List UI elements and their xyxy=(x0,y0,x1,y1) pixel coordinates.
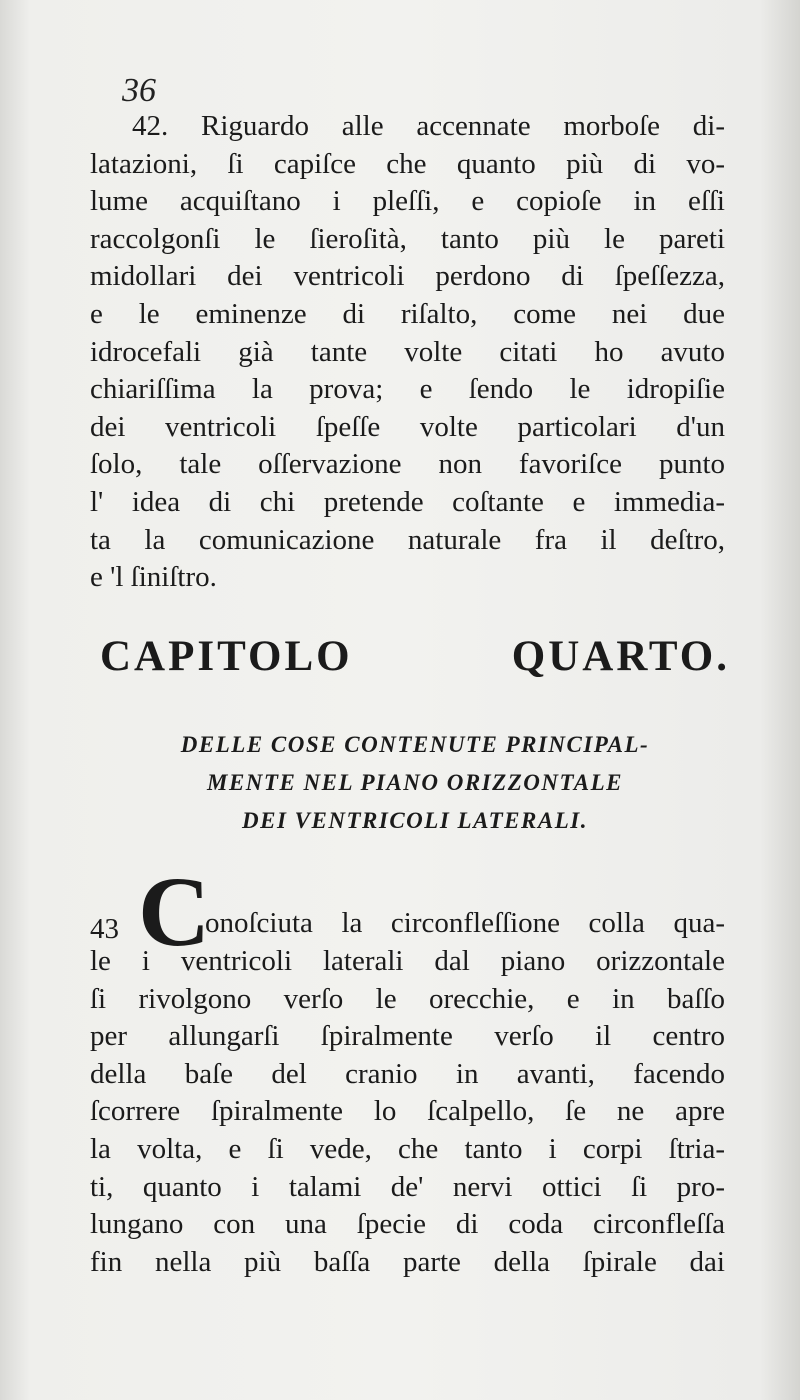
paragraph-43 xyxy=(90,943,725,1281)
text-line: e le eminenze di riſalto, come nei due xyxy=(90,297,725,330)
text-line: l' idea di chi pretende coſtante e immedia- xyxy=(90,485,725,518)
chapter-subtitle-line: DELLE COSE CONTENUTE PRINCIPAL- xyxy=(180,732,650,757)
text-line: ſcorrere ſpiralmente lo ſcalpello, ſe ne apre xyxy=(90,1095,725,1128)
text-line: ſi rivolgono verſo le orecchie, e in baſſo xyxy=(90,982,725,1015)
text-line: raccolgonſi le ſieroſità, tanto più le pareti xyxy=(90,222,725,255)
text-line: latazioni, ſi capiſce che quanto più di vo- xyxy=(90,147,725,180)
text-line: ti, quanto i talami de' nervi ottici ſi pro- xyxy=(90,1170,725,1203)
text-line: dei ventricoli ſpeſſe volte particolari d'un xyxy=(90,410,725,443)
chapter-subtitle-line: DEI VENTRICOLI LATERALI. xyxy=(242,808,588,833)
paragraph-42 xyxy=(90,108,725,597)
text-line: lungano con una ſpecie di coda circonfleſſa xyxy=(90,1208,725,1241)
text-line: midollari dei ventricoli perdono di ſpeſſezza, xyxy=(90,260,725,293)
text-line: le i ventricoli laterali dal piano orizzontale xyxy=(90,945,725,977)
text-line: ſolo, tale oſſervazione non favoriſce punto xyxy=(90,448,725,481)
section-number: 43 xyxy=(90,913,119,945)
page-number: 36 xyxy=(122,72,156,109)
paragraph-43-head xyxy=(205,905,725,943)
drop-cap: C xyxy=(138,856,211,967)
text-line: fin nella più baſſa parte della ſpirale dai xyxy=(90,1245,725,1278)
text-line: per allungarſi ſpiralmente verſo il centro xyxy=(90,1020,725,1053)
chapter-subtitle-line: MENTE NEL PIANO ORIZZONTALE xyxy=(207,770,623,795)
text-line: 42. Riguardo alle accennate morboſe di- xyxy=(132,110,725,142)
chapter-title: CAPITOLO QUARTO. xyxy=(100,633,730,680)
text-line: la volta, e ſi vede, che tanto i corpi ſtria- xyxy=(90,1132,725,1165)
text-line: chiariſſima la prova; e ſendo le idropiſie xyxy=(90,373,725,406)
text-line: della baſe del cranio in avanti, facendo xyxy=(90,1057,725,1090)
text-line: e 'l ſiniſtro. xyxy=(90,561,217,594)
text-line: lume acquiſtano i pleſſi, e copioſe in eſſi xyxy=(90,185,725,218)
text-line: ta la comunicazione naturale fra il deſtro, xyxy=(90,523,725,556)
text-line: idrocefali già tante volte citati ho avuto xyxy=(90,335,725,368)
text-line: onoſciuta la circonfleſſione colla qua- xyxy=(205,907,725,939)
